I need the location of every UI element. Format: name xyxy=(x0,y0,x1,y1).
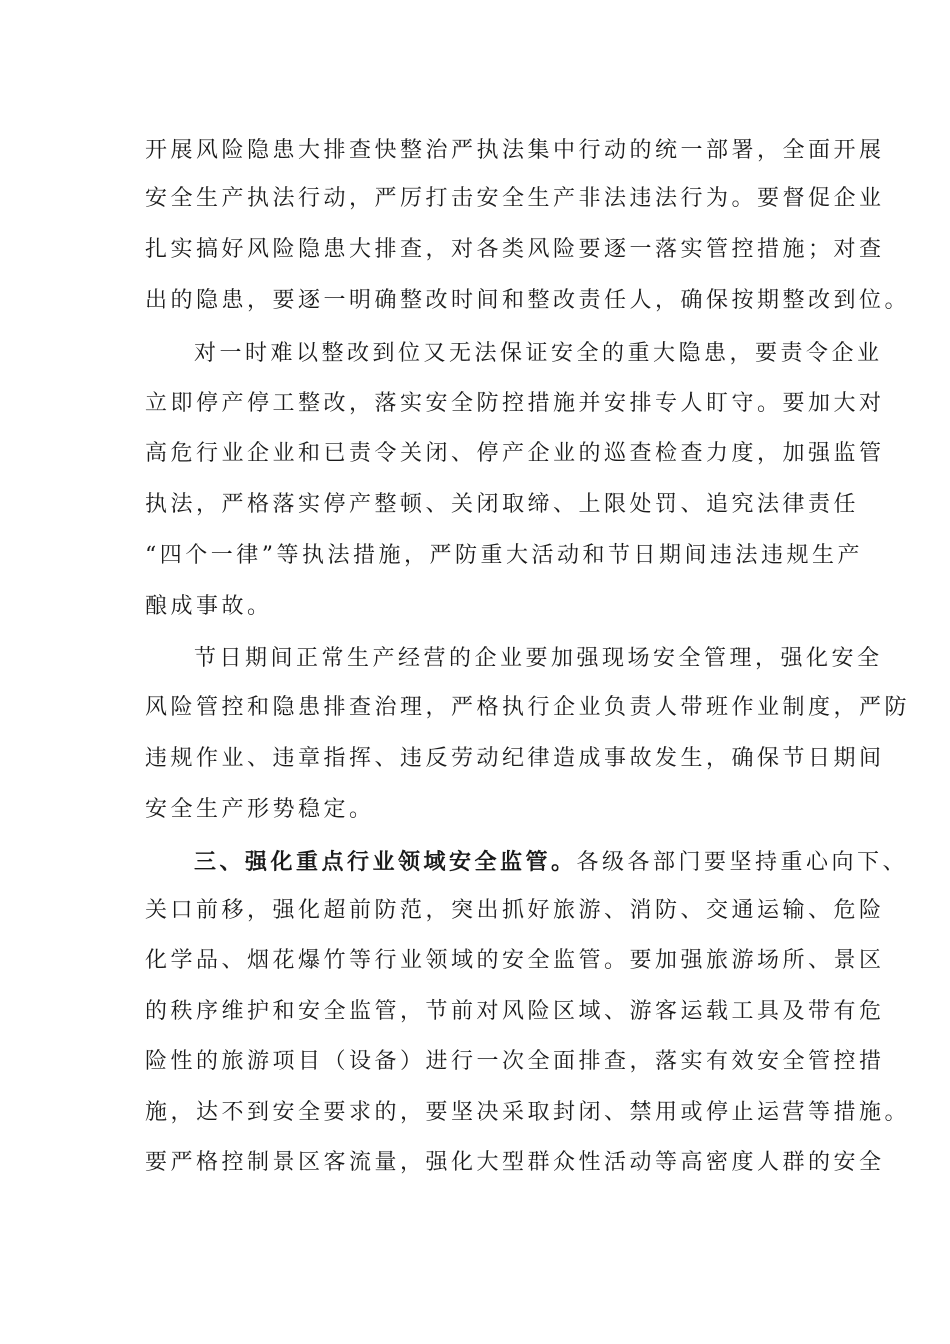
text-line: 对一时难以整改到位又无法保证安全的重大隐患，要责令企业 xyxy=(194,341,883,366)
section-heading-line xyxy=(194,848,908,877)
text-line: 安全生产形势稳定。 xyxy=(145,797,375,822)
text-line: 酿成事故。 xyxy=(145,594,273,619)
text-line: 扎实搞好风险隐患大排查，对各类风险要逐一落实管控措施；对查 xyxy=(145,237,885,262)
text-line: 的秩序维护和安全监管，节前对风险区域、游客运载工具及带有危 xyxy=(145,999,885,1024)
text-line: 安全生产执法行动，严厉打击安全生产非法违法行为。要督促企业 xyxy=(145,186,885,211)
text-line: 施，达不到安全要求的，要坚决采取封闭、禁用或停止运营等措施。 xyxy=(145,1100,911,1125)
text-line: 险性的旅游项目（设备）进行一次全面排查，落实有效安全管控措 xyxy=(145,1049,885,1074)
text-line: 执法，严格落实停产整顿、关闭取缔、上限处罚、追究法律责任 xyxy=(145,492,860,517)
text-line: 出的隐患，要逐一明确整改时间和整改责任人，确保按期整改到位。 xyxy=(145,288,911,313)
text-line: 化学品、烟花爆竹等行业领域的安全监管。要加强旅游场所、景区 xyxy=(145,948,885,973)
text-line: 节日期间正常生产经营的企业要加强现场安全管理，强化安全 xyxy=(194,646,883,671)
text-line: 高危行业企业和已责令关闭、停产企业的巡查检查力度，加强监管 xyxy=(145,441,885,466)
text-line: 风险管控和隐患排查治理，严格执行企业负责人带班作业制度，严防 xyxy=(145,695,911,720)
text-line: 关口前移，强化超前防范，突出抓好旅游、消防、交通运输、危险 xyxy=(145,898,885,923)
section-heading: 三、强化重点行业领域安全监管。 xyxy=(194,849,577,875)
text-line: “四个一律”等执法措施，严防重大活动和节日期间违法违规生产 xyxy=(145,543,863,568)
text-span: 各级各部门要坚持重心向下、 xyxy=(576,850,909,875)
text-line: 违规作业、违章指挥、违反劳动纪律造成事故发生，确保节日期间 xyxy=(145,746,885,771)
text-line: 要严格控制景区客流量，强化大型群众性活动等高密度人群的安全 xyxy=(145,1150,885,1175)
text-line: 立即停产停工整改，落实安全防控措施并安排专人盯守。要加大对 xyxy=(145,391,885,416)
text-line: 开展风险隐患大排查快整治严执法集中行动的统一部署，全面开展 xyxy=(145,138,885,163)
